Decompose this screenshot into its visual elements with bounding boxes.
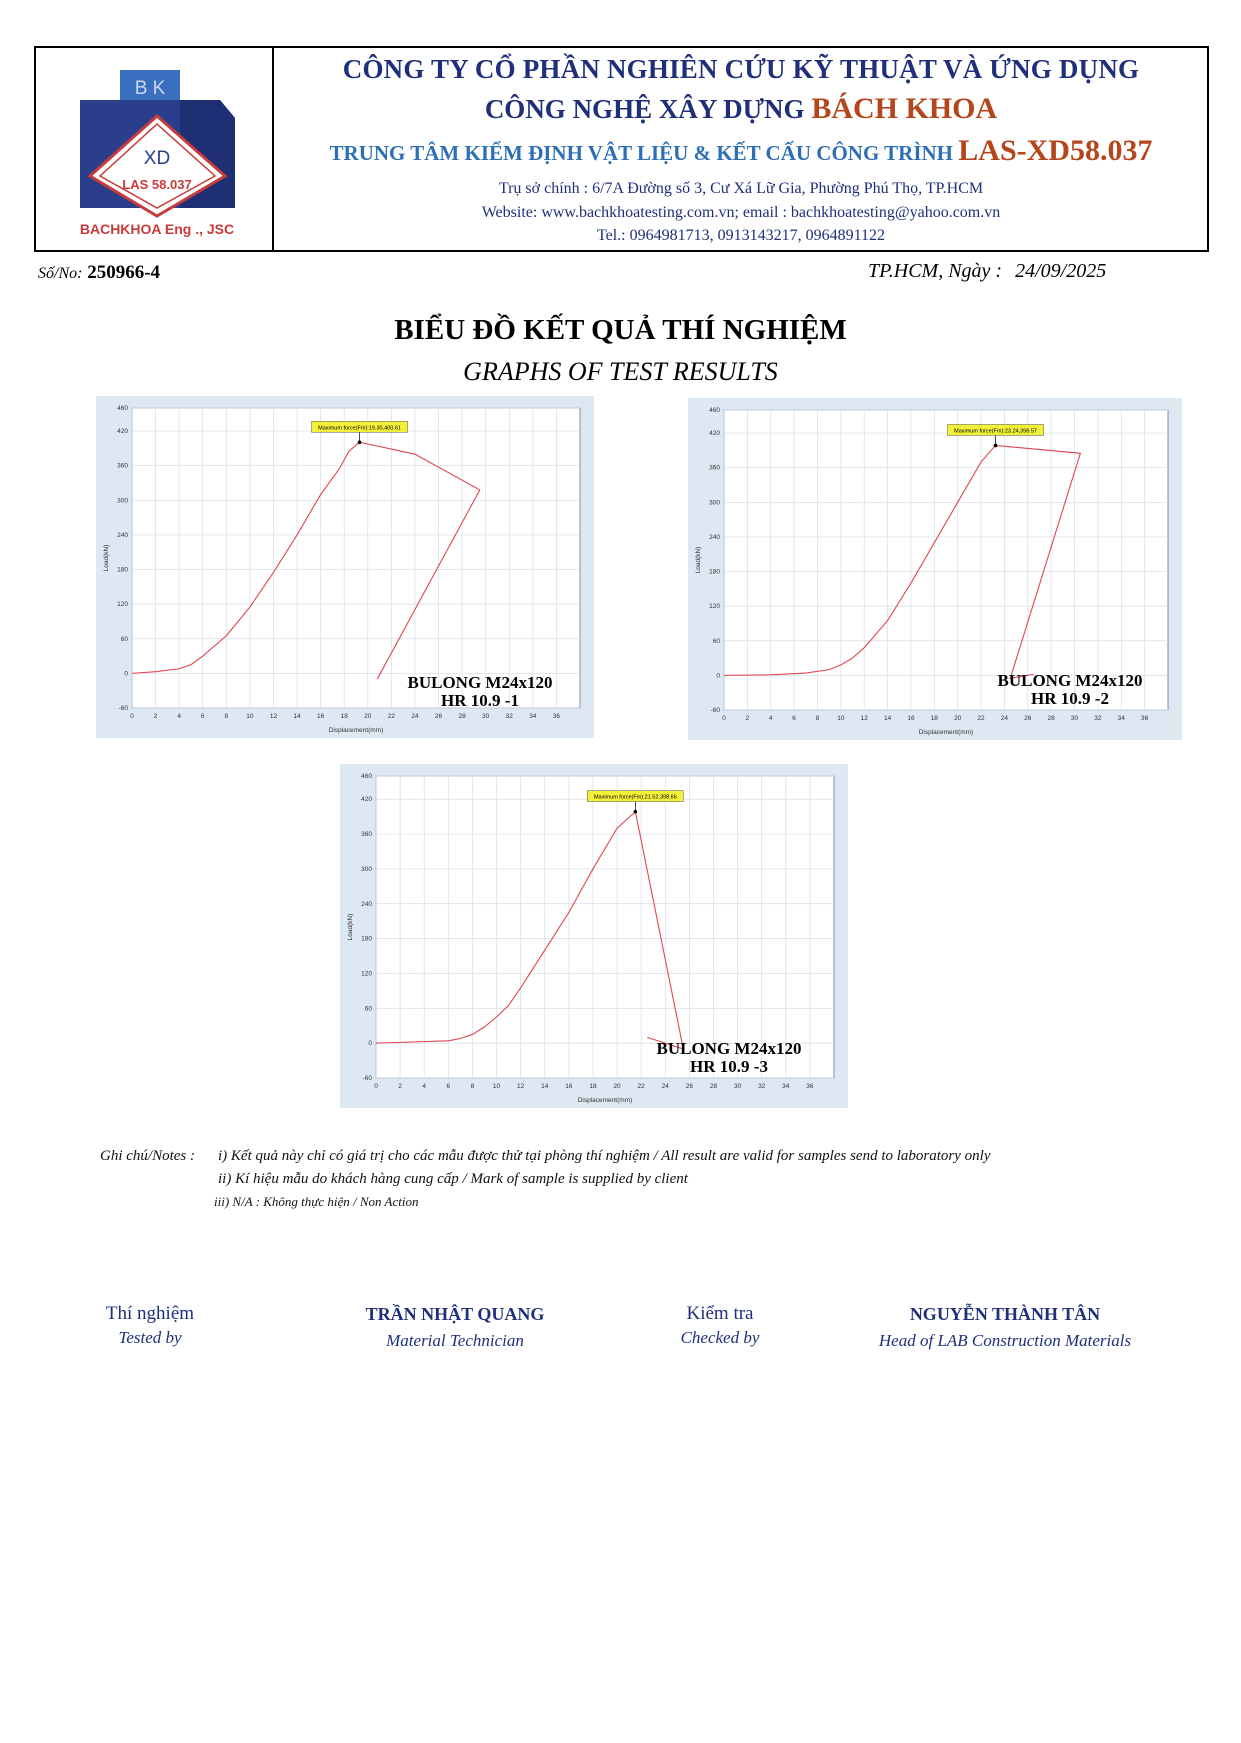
y-tick-label: 420 (709, 430, 720, 438)
x-tick-label: 26 (685, 1083, 693, 1090)
header-divider (272, 46, 274, 252)
y-tick-label: 0 (368, 1040, 372, 1048)
annotation-label: Maximum force(Fm):23.24,398.57 (954, 428, 1037, 435)
x-tick-label: 14 (293, 713, 301, 720)
doc-date-value: 24/09/2025 (1015, 260, 1107, 282)
checker-title: Head of LAB Construction Materials (878, 1331, 1132, 1350)
checker-name: NGUYỄN THÀNH TÂN (909, 1304, 1101, 1324)
x-tick-label: 6 (200, 713, 205, 720)
note-item-1: i) Kết quả này chỉ có giá trị cho các mẫu được thử tại phòng thí nghiệm / All result are valid for samples send to laboratory only (218, 1148, 991, 1164)
company-name-line2 (276, 92, 1206, 126)
page-subtitle: GRAPHS OF TEST RESULTS (463, 357, 778, 386)
doc-number (38, 262, 160, 284)
x-tick-label: 36 (1141, 715, 1149, 722)
y-tick-label: 120 (709, 603, 720, 611)
y-tick-label: 300 (361, 865, 372, 873)
x-tick-label: 32 (1094, 715, 1102, 722)
y-tick-label: -60 (118, 705, 128, 712)
y-tick-label: 460 (117, 405, 128, 412)
sample-label-1-line2: HR 10.9 -1 (441, 691, 519, 710)
x-tick-label: 16 (317, 713, 325, 720)
x-tick-label: 16 (565, 1083, 573, 1090)
plot-area (724, 410, 1168, 710)
annotation-label: Maximum force(Fm):19.30,400.61 (318, 425, 401, 432)
x-tick-label: 12 (269, 713, 278, 720)
y-tick-label: 300 (117, 497, 128, 505)
y-tick-label: 240 (117, 531, 128, 539)
y-tick-label: 120 (117, 601, 128, 609)
note-item-3: iii) N/A : Không thực hiện / Non Action (214, 1194, 419, 1209)
annotation-label: Maximum force(Fm):21.52,398.66 (593, 794, 677, 801)
company-logo (60, 58, 260, 248)
y-tick-label: 180 (117, 566, 128, 574)
sample-label-1-line1: BULONG M24x120 (407, 673, 553, 692)
x-tick-label: 10 (246, 713, 254, 720)
y-tick-label: -60 (710, 707, 720, 714)
company-name-prefix: CÔNG NGHỆ XÂY DỰNG (484, 94, 805, 124)
company-address: Trụ sở chính : 6/7A Đường số 3, Cư Xá Lữ Gia, Phường Phú Thọ, TP.HCM (498, 180, 984, 197)
x-tick-label: 24 (1000, 715, 1009, 722)
x-tick-label: 22 (387, 713, 395, 720)
doc-date (868, 260, 1106, 283)
x-tick-label: 4 (768, 715, 773, 722)
y-tick-label: 0 (716, 672, 720, 680)
company-website: Website: www.bachkhoatesting.com.vn; email : bachkhoatesting@yahoo.com.vn (481, 204, 1001, 221)
y-tick-label: 240 (361, 900, 372, 908)
x-tick-label: 34 (782, 1083, 790, 1090)
y-tick-label: 420 (117, 428, 128, 436)
x-tick-label: 28 (1047, 715, 1055, 722)
x-tick-label: 2 (153, 713, 158, 720)
x-tick-label: 28 (709, 1083, 718, 1090)
y-tick-label: 120 (361, 970, 372, 978)
sample-label-3-line2: HR 10.9 -3 (690, 1057, 768, 1076)
x-tick-label: 4 (177, 713, 181, 720)
x-tick-label: 22 (637, 1083, 645, 1090)
y-tick-label: 420 (361, 796, 372, 804)
x-tick-label: 16 (907, 715, 915, 722)
company-tel: Tel.: 0964981713, 0913143217, 0964891122 (596, 227, 886, 244)
tested-by-vi: Thí nghiệm (105, 1303, 195, 1324)
x-tick-label: 34 (1117, 715, 1125, 722)
x-tick-label: 30 (482, 713, 490, 720)
logo-company-short: BACHKHOA Eng ., JSC (79, 221, 235, 237)
x-tick-label: 18 (589, 1083, 597, 1090)
logo-letters: B K (134, 78, 166, 99)
checked-by-vi: Kiểm tra (686, 1303, 754, 1324)
y-axis-label: Load(kN) (347, 913, 354, 941)
y-axis-label: Load(kN) (695, 546, 702, 574)
y-tick-label: 360 (117, 462, 128, 470)
x-axis-label: Displacement(mm) (577, 1097, 633, 1104)
y-tick-label: 240 (709, 533, 720, 541)
x-tick-label: 14 (541, 1083, 549, 1090)
center-code: LAS-XD58.037 (958, 134, 1153, 167)
sample-label-2-line1: BULONG M24x120 (997, 671, 1143, 690)
x-tick-label: 14 (883, 715, 892, 722)
note-item-2: ii) Kí hiệu mẫu do khách hàng cung cấp / Mark of sample is supplied by client (218, 1171, 688, 1187)
sample-label-3 (634, 1040, 824, 1076)
x-tick-label: 36 (806, 1083, 814, 1090)
plot-area (132, 408, 580, 708)
x-tick-label: 32 (758, 1083, 766, 1090)
x-tick-label: 34 (529, 713, 537, 720)
y-tick-label: 180 (361, 935, 372, 943)
x-axis-label: Displacement(mm) (918, 729, 974, 736)
x-tick-label: 24 (411, 713, 419, 720)
doc-number-label: Số/No: (38, 265, 83, 282)
x-tick-label: 20 (364, 713, 372, 720)
sample-label-3-line1: BULONG M24x120 (656, 1039, 802, 1058)
x-tick-label: 30 (1070, 715, 1079, 722)
y-axis-label: Load(kN) (103, 544, 110, 572)
x-tick-label: 26 (434, 713, 443, 720)
notes-label: Ghi chú/Notes : (100, 1148, 195, 1164)
tester-title: Material Technician (386, 1331, 524, 1350)
x-tick-label: 18 (930, 715, 938, 722)
x-tick-label: 8 (470, 1083, 475, 1090)
sample-label-2 (975, 672, 1165, 708)
page-title: BIỂU ĐỒ KẾT QUẢ THÍ NGHIỆM (394, 314, 847, 346)
x-tick-label: 20 (613, 1083, 621, 1090)
doc-number-value: 250966-4 (87, 262, 161, 283)
y-tick-label: 460 (709, 407, 720, 414)
x-tick-label: 2 (398, 1083, 402, 1090)
x-tick-label: 20 (954, 715, 962, 722)
y-tick-label: 360 (361, 831, 372, 839)
x-tick-label: 0 (130, 713, 134, 720)
logo-las: LAS 58.037 (122, 177, 192, 192)
company-name-line1: CÔNG TY CỔ PHẦN NGHIÊN CỨU KỸ THUẬT VÀ ỨNG DỤNG (342, 54, 1140, 84)
x-axis-label: Displacement(mm) (328, 727, 384, 734)
x-tick-label: 30 (733, 1083, 742, 1090)
y-tick-label: 60 (120, 635, 128, 643)
x-tick-label: 6 (792, 715, 796, 722)
x-tick-label: 0 (374, 1083, 378, 1090)
checked-by-en: Checked by (680, 1328, 760, 1347)
tester-name: TRẦN NHẬT QUANG (365, 1304, 545, 1324)
x-tick-label: 26 (1024, 715, 1032, 722)
y-tick-label: 360 (709, 464, 720, 472)
x-tick-label: 4 (422, 1083, 427, 1090)
x-tick-label: 12 (517, 1083, 525, 1090)
company-brand: BÁCH KHOA (811, 92, 998, 125)
tested-by-en: Tested by (118, 1328, 182, 1347)
x-tick-label: 6 (446, 1083, 451, 1090)
sample-label-2-line2: HR 10.9 -2 (1031, 689, 1109, 708)
doc-date-label: TP.HCM, Ngày : (868, 260, 1003, 282)
y-tick-label: 60 (712, 637, 720, 645)
plot-area (376, 776, 834, 1078)
x-tick-label: 28 (458, 713, 466, 720)
center-name: TRUNG TÂM KIỂM ĐỊNH VẬT LIỆU & KẾT CẤU CÔNG TRÌNH (329, 141, 954, 165)
x-tick-label: 12 (860, 715, 868, 722)
x-tick-label: 36 (552, 713, 561, 720)
x-tick-label: 0 (722, 715, 726, 722)
y-tick-label: 0 (124, 670, 128, 678)
x-tick-label: 32 (505, 713, 513, 720)
x-tick-label: 10 (837, 715, 845, 722)
x-tick-label: 8 (224, 713, 229, 720)
y-tick-label: 180 (709, 568, 720, 576)
x-tick-label: 18 (340, 713, 348, 720)
y-tick-label: 460 (361, 773, 372, 780)
sample-label-1 (385, 674, 575, 710)
x-tick-label: 10 (492, 1083, 501, 1090)
x-tick-label: 2 (745, 715, 750, 722)
center-name-line (276, 134, 1206, 168)
x-tick-label: 24 (661, 1083, 669, 1090)
x-tick-label: 8 (815, 715, 820, 722)
y-tick-label: 60 (364, 1005, 372, 1013)
x-tick-label: 22 (977, 715, 985, 722)
logo-mark: XD (143, 148, 171, 169)
y-tick-label: -60 (362, 1075, 372, 1082)
y-tick-label: 300 (709, 499, 720, 507)
